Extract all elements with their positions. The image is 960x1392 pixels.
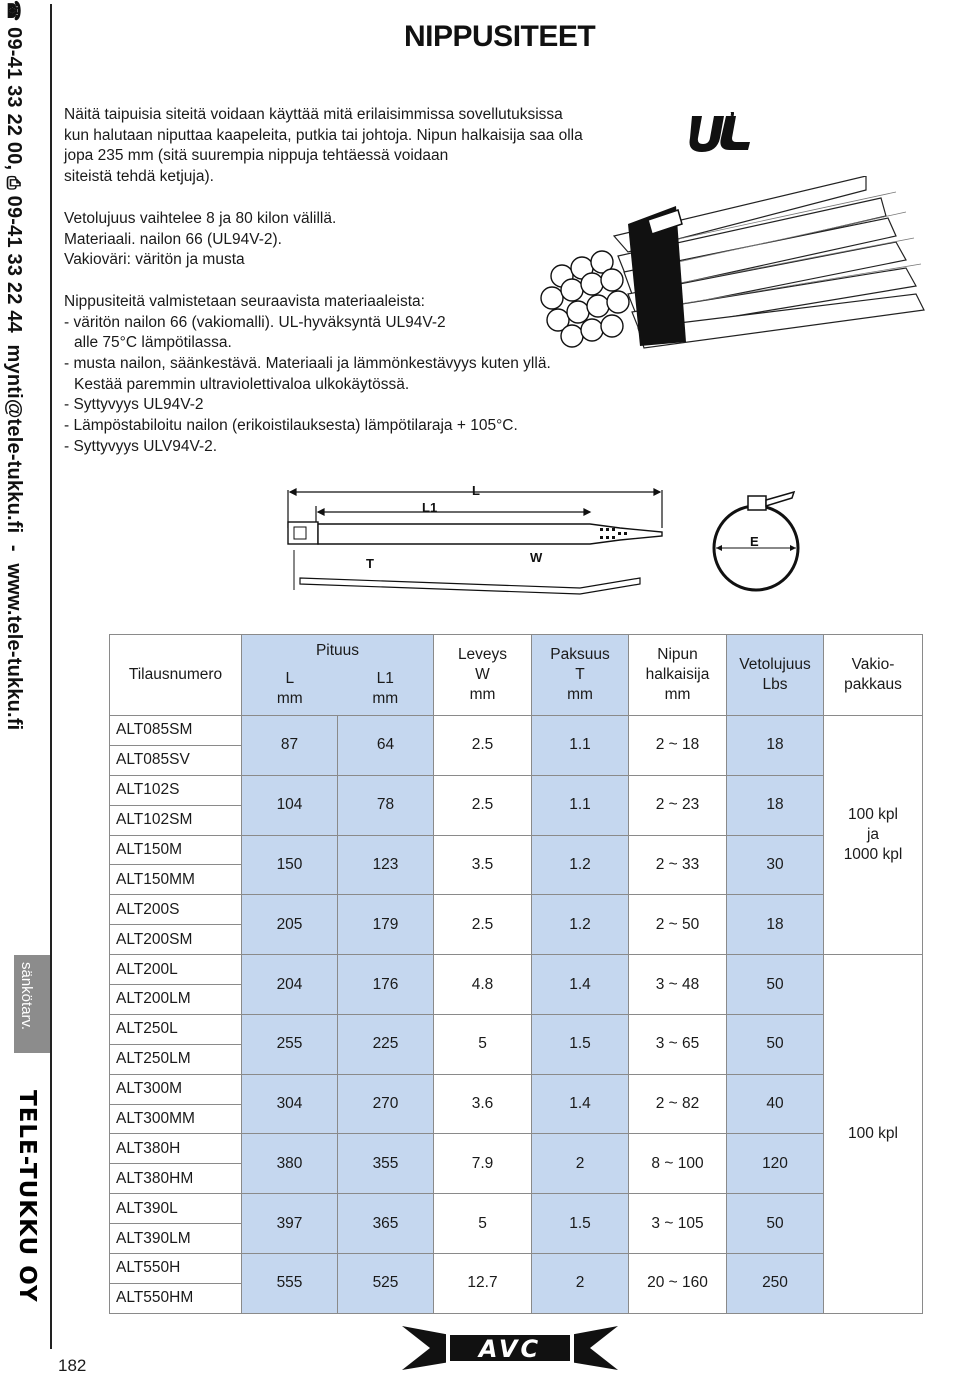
material-item: - väritön nailon 66 (vakiomalli). UL-hyväksyntä UL94V-2 (64, 313, 446, 331)
bundle-diameter-cell: 2 ~ 18 (629, 716, 727, 776)
tensile-strength-cell: 40 (727, 1074, 824, 1134)
table-row (110, 1014, 923, 1044)
thickness-cell: 1.1 (532, 775, 629, 835)
thickness-cell: 1.2 (532, 835, 629, 895)
bundle-diameter-cell: 2 ~ 50 (629, 895, 727, 955)
part-number: ALT390L (110, 1194, 242, 1224)
width-cell: 3.5 (434, 835, 532, 895)
tensile-strength-cell: 50 (727, 1014, 824, 1074)
length-l1-cell: 355 (338, 1134, 434, 1194)
manufacturer-logo (400, 1320, 620, 1378)
length-l-cell: 205 (242, 895, 338, 955)
thickness-cell: 1.1 (532, 716, 629, 776)
spec-table (109, 634, 923, 1314)
dim-label-e: E (750, 534, 759, 549)
bundle-diameter-cell: 3 ~ 105 (629, 1194, 727, 1254)
width-cell: 2.5 (434, 895, 532, 955)
part-number: ALT200SM (110, 925, 242, 955)
col-width: Leveys W mm (434, 635, 532, 716)
ul-recognized-icon (688, 112, 754, 152)
cable-bundle-illustration (536, 176, 956, 356)
sidebar-fax: 09-41 33 22 44 (3, 195, 25, 333)
col-length-title: Pituus (315, 642, 360, 659)
length-l1-cell: 225 (338, 1014, 434, 1074)
table-row (110, 775, 923, 805)
tensile-strength-cell: 250 (727, 1254, 824, 1314)
part-number: ALT550HM (110, 1283, 242, 1313)
col-tensile-strength: Vetolujuus Lbs (727, 635, 824, 716)
part-number: ALT102SM (110, 805, 242, 835)
bundle-diameter-cell: 3 ~ 48 (629, 955, 727, 1015)
part-number: ALT380H (110, 1134, 242, 1164)
tensile-strength-cell: 50 (727, 1194, 824, 1254)
table-row (110, 716, 923, 746)
col-standard-pack: Vakio- pakkaus (824, 635, 923, 716)
tensile-strength-cell: 30 (727, 835, 824, 895)
length-l1-cell: 365 (338, 1194, 434, 1254)
part-number: ALT085SM (110, 716, 242, 746)
width-cell: 5 (434, 1014, 532, 1074)
pack-line: ja (866, 826, 880, 844)
length-l1-cell: 176 (338, 955, 434, 1015)
part-number: ALT300MM (110, 1104, 242, 1134)
sidebar-separator: - (3, 544, 25, 552)
material-item: alle 75°C lämpötilassa. (74, 334, 232, 352)
length-l1-cell: 525 (338, 1254, 434, 1314)
page-number: 182 (58, 1356, 87, 1375)
length-l-cell: 255 (242, 1014, 338, 1074)
width-cell: 5 (434, 1194, 532, 1254)
length-l1-cell: 78 (338, 775, 434, 835)
length-l1-cell: 179 (338, 895, 434, 955)
page-title: NIPPUSITEET (404, 20, 596, 53)
table-header-row (110, 635, 923, 716)
loop-diameter-diagram (702, 488, 812, 598)
tensile-strength-cell: 120 (727, 1134, 824, 1194)
part-number: ALT250LM (110, 1044, 242, 1074)
part-number: ALT250L (110, 1014, 242, 1044)
part-number: ALT150MM (110, 865, 242, 895)
dim-label-t: T (366, 556, 374, 571)
thickness-cell: 2 (532, 1254, 629, 1314)
table-row (110, 1134, 923, 1164)
sidebar-web[interactable]: www.tele-tukku.fi (3, 563, 25, 731)
length-l-cell: 104 (242, 775, 338, 835)
sidebar-phone: 09-41 33 22 00, (3, 27, 25, 171)
text-line: jopa 235 mm (sitä suurempia nippuja tehtäessä voidaan (64, 147, 449, 165)
thickness-cell: 1.5 (532, 1194, 629, 1254)
standard-pack-cell (824, 716, 923, 955)
table-row (110, 1254, 923, 1284)
pack-line: 100 kpl (848, 806, 898, 824)
fax-icon: ⎙ (4, 176, 23, 190)
width-cell: 3.6 (434, 1074, 532, 1134)
spec-table-body (110, 716, 923, 1314)
col-order-number: Tilausnumero (110, 635, 242, 716)
text-line: kun halutaan niputtaa kaapeleita, putkia tai johtoja. Nipun halkaisija saa olla (64, 126, 583, 144)
bundle-diameter-cell: 2 ~ 23 (629, 775, 727, 835)
part-number: ALT380HM (110, 1164, 242, 1194)
col-length-l: L mm (276, 670, 303, 707)
width-cell: 2.5 (434, 775, 532, 835)
bundle-diameter-cell: 2 ~ 33 (629, 835, 727, 895)
length-l-cell: 87 (242, 716, 338, 776)
sidebar-email[interactable]: mynti@tele-tukku.fi (3, 344, 25, 534)
length-l1-cell: 64 (338, 716, 434, 776)
part-number: ALT085SV (110, 745, 242, 775)
col-bundle-diameter: Nipun halkaisija mm (629, 635, 727, 716)
thickness-cell: 2 (532, 1134, 629, 1194)
manufacturer-name: AVC (478, 1335, 542, 1363)
part-number: ALT550H (110, 1254, 242, 1284)
length-l1-cell: 123 (338, 835, 434, 895)
materials-heading: Nippusiteitä valmistetaan seuraavista materiaaleista: (64, 292, 425, 310)
part-number: ALT102S (110, 775, 242, 805)
left-sidebar (0, 0, 50, 1392)
text-line: Näitä taipuisia siteitä voidaan käyttää mitä erilaisimmissa sovellutuksissa (64, 106, 563, 123)
length-l-cell: 380 (242, 1134, 338, 1194)
material-item: Kestää paremmin ultraviolettivaloa ulkokäytössä. (74, 375, 410, 393)
section-tag: sänkötarv. (18, 962, 35, 1031)
length-l-cell: 555 (242, 1254, 338, 1314)
tensile-strength-cell: 18 (727, 895, 824, 955)
table-row (110, 835, 923, 865)
width-cell: 4.8 (434, 955, 532, 1015)
col-length-l1: L1 mm (372, 670, 399, 707)
table-row (110, 1194, 923, 1224)
length-l-cell: 304 (242, 1074, 338, 1134)
material-item: - Lämpöstabiloitu nailon (erikoistilauksesta) lämpötilaraja + 105°C. (64, 417, 518, 435)
bundle-diameter-cell: 8 ~ 100 (629, 1134, 727, 1194)
sidebar-contact-line (1, 0, 26, 730)
tensile-strength-cell: 18 (727, 716, 824, 776)
col-length (242, 635, 434, 716)
text-line: siteistä tehdä ketjuja). (64, 168, 214, 186)
text-line: Materiaali. nailon 66 (UL94V-2). (64, 230, 282, 248)
part-number: ALT300M (110, 1074, 242, 1104)
length-l1-cell: 270 (338, 1074, 434, 1134)
col-thickness: Paksuus T mm (532, 635, 629, 716)
tensile-strength-cell: 50 (727, 955, 824, 1015)
width-cell: 2.5 (434, 716, 532, 776)
pack-line: 100 kpl (848, 1124, 898, 1142)
dim-label-l1: L1 (422, 500, 438, 515)
frame-divider (50, 4, 52, 1349)
thickness-cell: 1.4 (532, 955, 629, 1015)
width-cell: 7.9 (434, 1134, 532, 1194)
phone-icon: ☎ (4, 0, 23, 22)
thickness-cell: 1.4 (532, 1074, 629, 1134)
bundle-diameter-cell: 3 ~ 65 (629, 1014, 727, 1074)
width-cell: 12.7 (434, 1254, 532, 1314)
standard-pack-cell (824, 955, 923, 1314)
dim-label-l: L (472, 483, 480, 498)
table-row (110, 895, 923, 925)
part-number: ALT200L (110, 955, 242, 985)
brand-name: TELE-TUKKU OY (14, 1090, 40, 1303)
table-row (110, 955, 923, 985)
bundle-diameter-cell: 2 ~ 82 (629, 1074, 727, 1134)
length-l-cell: 150 (242, 835, 338, 895)
part-number: ALT150M (110, 835, 242, 865)
part-number: ALT200S (110, 895, 242, 925)
pack-line: 1000 kpl (843, 846, 903, 864)
material-item: - musta nailon, säänkestävä. Materiaali ja lämmönkestävyys kuten yllä. (64, 355, 551, 373)
tensile-strength-cell: 18 (727, 775, 824, 835)
material-item: - Syttyvyys UL94V-2 (64, 396, 204, 414)
text-line: Vakioväri: väritön ja musta (64, 251, 245, 269)
cable-tie-diagram (280, 480, 670, 600)
material-item: - Syttyvyys ULV94V-2. (64, 437, 218, 455)
length-l-cell: 204 (242, 955, 338, 1015)
part-number: ALT200LM (110, 985, 242, 1015)
text-line: Vetolujuus vaihtelee 8 ja 80 kilon välillä. (64, 209, 337, 227)
length-l-cell: 397 (242, 1194, 338, 1254)
part-number: ALT390LM (110, 1224, 242, 1254)
dim-label-w: W (530, 550, 543, 565)
bundle-diameter-cell: 20 ~ 160 (629, 1254, 727, 1314)
table-row (110, 1074, 923, 1104)
thickness-cell: 1.2 (532, 895, 629, 955)
thickness-cell: 1.5 (532, 1014, 629, 1074)
